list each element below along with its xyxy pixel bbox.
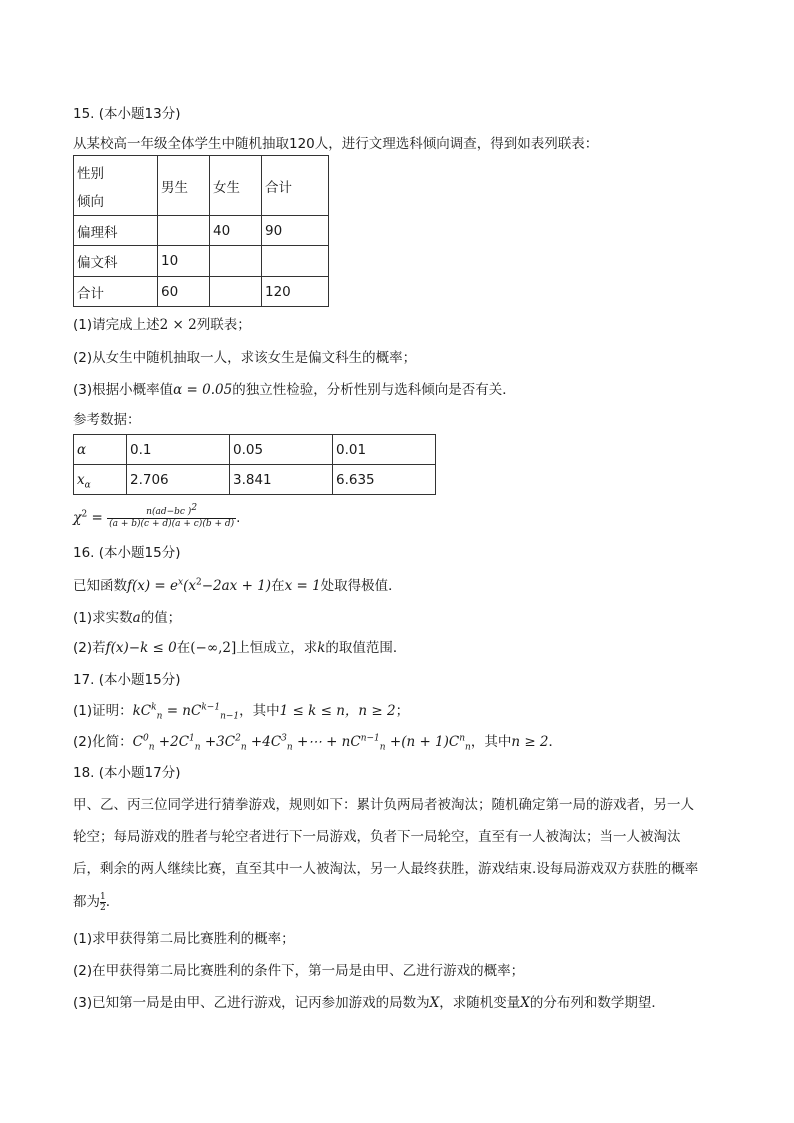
q16-math-f: f(x) = e <box>127 578 179 594</box>
ref-cell: 3.841 <box>230 465 333 495</box>
contingency-table <box>73 155 329 307</box>
ref-cell: 0.01 <box>333 435 436 465</box>
q16-math-rest: −2ax + 1) <box>201 578 272 594</box>
table-row <box>74 246 329 277</box>
q18-part3-text-b: ，求随机变量 <box>439 995 521 1011</box>
q17-part1-identity: $kC^k_n = nC^{k-1}_{n-1}$ <box>132 702 240 722</box>
q16-part2-interval: (−∞,2] <box>190 640 237 656</box>
q16-part2-math: f(x)−k ≤ 0 <box>105 640 177 656</box>
q15-part3 <box>73 380 516 400</box>
q17-part2 <box>73 732 562 752</box>
corner-top-label: 性别 <box>77 165 104 182</box>
ref-x-subscript: α <box>84 480 91 491</box>
reference-table <box>73 434 436 495</box>
q18-part3-X: X <box>429 995 440 1011</box>
q16-text-a: 已知函数 <box>73 578 127 594</box>
q15-part3-math: α = 0.05 <box>173 382 233 398</box>
ref-row-head-x-alpha <box>74 465 127 495</box>
q16-part2-text-a: (2)若 <box>73 640 106 656</box>
q17-part1-end: ； <box>395 703 410 719</box>
q18-para4-text-a: 都为 <box>73 894 100 910</box>
q16-header: 16. (本小题15分) <box>73 545 181 561</box>
col-header-male: 男生 <box>158 156 210 216</box>
q15-header: 15. (本小题13分) <box>73 106 181 122</box>
q18-para-line3: 后，剩余的两人继续比赛，直至其中一人被淘汰，另一人最终获胜，游戏结束.设每局游戏双方获胜的概率 <box>73 861 699 877</box>
ref-x-symbol: x <box>77 471 85 488</box>
cell-male: 60 <box>158 277 210 307</box>
q17-part2-end: ． <box>548 734 563 750</box>
cell-female <box>210 277 262 307</box>
q17-part1-text-c: ，其中 <box>239 703 280 719</box>
q16-part2 <box>73 638 406 658</box>
q18-para-line2: 轮空；每局游戏的胜者与轮空者进行下一局游戏，负者下一局轮空，直至有一人被淘汰；当一人被淘汰 <box>73 829 681 845</box>
chi-fraction: $\frac{n(ad-bc )^2}{(a + b)(c + d)(a + c)(b + d)}$ <box>109 502 235 529</box>
q17-part1-text-a: (1)证明： <box>73 703 133 719</box>
q18-part3-text-a: (3)已知第一局是由甲、乙进行游戏，记丙参加游戏的局数为 <box>73 995 430 1011</box>
cell-total: 90 <box>262 216 329 246</box>
q18-part2: (2)在甲获得第二局比赛胜利的条件下，第一局是由甲、乙进行游戏的概率； <box>73 963 525 979</box>
q16-text-b: 在 <box>271 578 285 594</box>
q17-part2-sum: $C^0_n +2C^1_n +3C^2_n +4C^3_n$ +⋯ + $nC^{n-1}_n +(n + 1)C^n_n$ <box>132 733 471 753</box>
q15-part3-text-b: 的独立性检验，分析性别与选科倾向是否有关． <box>232 382 516 398</box>
q16-part2-text-c: 上恒成立，求 <box>236 640 318 656</box>
cell-total: 120 <box>262 277 329 307</box>
q15-part3-text-a: (3)根据小概率值 <box>73 382 174 398</box>
q18-para-line1: 甲、乙、丙三位同学进行猜拳游戏，规则如下：累计负两局者被淘汰；随机确定第一局的游戏者，另一人 <box>73 797 694 813</box>
chi-square-formula: $\chi^2$ = $\frac{n(ad-bc )^2}{(a + b)(c + d)(a + c)(b + d)}$ . <box>73 502 241 529</box>
q16-part2-text-b: 在 <box>176 640 191 656</box>
q16-part2-k: k <box>317 640 326 656</box>
table-row <box>74 435 436 465</box>
chi-denominator: (a + b)(c + d)(a + c)(b + d) <box>109 518 235 529</box>
row-label: 偏理科 <box>74 216 158 246</box>
q15-part1-text-a: (1)请完成上述 <box>73 317 160 333</box>
q18-part1: (1)求甲获得第二局比赛胜利的概率； <box>73 931 295 947</box>
q16-text-c: 处取得极值． <box>320 578 402 594</box>
q17-header: 17. (本小题15分) <box>73 672 181 688</box>
q16-line1: 已知函数$f(x) = e^x(x^2-2ax + 1)$在x = 1处取得极值． <box>73 577 402 594</box>
cell-female: 40 <box>210 216 262 246</box>
q16-part2-text-d: 的取值范围． <box>325 640 407 656</box>
q18-half-den: 2 <box>100 902 106 913</box>
q15-part1-math: 2 × 2 <box>159 317 197 333</box>
q17-part2-text-c: ，其中 <box>470 734 512 750</box>
q16-part1 <box>73 608 181 628</box>
q17-part1 <box>73 701 409 721</box>
chi-symbol: χ <box>73 510 82 526</box>
cell-total <box>262 246 329 277</box>
q17-part2-text-a: (2)化简： <box>73 734 133 750</box>
row-label: 偏文科 <box>74 246 158 277</box>
table-corner-cell <box>74 156 158 216</box>
q18-para4-text-b: . <box>105 894 111 910</box>
q18-part3 <box>73 993 665 1013</box>
q18-half-num: 1 <box>100 891 106 902</box>
ref-row-head-alpha: α <box>74 435 127 465</box>
q16-part1-math: a <box>132 610 141 626</box>
q15-part1 <box>73 315 251 335</box>
q15-part2: (2)从女生中随机抽取一人，求该女生是偏文科生的概率； <box>73 350 417 366</box>
q17-part1-cond: 1 ≤ k ≤ n，n ≥ 2 <box>279 703 396 719</box>
col-header-female: 女生 <box>210 156 262 216</box>
corner-bottom-label: 倾向 <box>77 193 104 210</box>
q16-part1-text-b: 的值； <box>140 610 182 626</box>
row-label: 合计 <box>74 277 158 307</box>
q15-intro: 从某校高一年级全体学生中随机抽取120人，进行文理选科倾向调查，得到如表列联表： <box>73 136 599 152</box>
q16-math-x1: x = 1 <box>284 578 321 594</box>
cell-female <box>210 246 262 277</box>
reference-data-label: 参考数据： <box>73 412 141 428</box>
q17-part2-cond: n ≥ 2 <box>511 734 549 750</box>
cell-male: 10 <box>158 246 210 277</box>
q18-part3-X2: X <box>520 995 530 1011</box>
table-row <box>74 216 329 246</box>
q16-math-x: (x <box>183 578 196 594</box>
q15-part1-text-b: 列联表； <box>196 317 251 333</box>
ref-cell: 0.05 <box>230 435 333 465</box>
table-row <box>74 465 436 495</box>
ref-cell: 0.1 <box>127 435 230 465</box>
col-header-total: 合计 <box>262 156 329 216</box>
q18-part3-text-c: 的分布列和数学期望． <box>529 995 665 1011</box>
q16-part1-text-a: (1)求实数 <box>73 610 133 626</box>
q18-header: 18. (本小题17分) <box>73 765 181 781</box>
ref-cell: 6.635 <box>333 465 436 495</box>
table-row <box>74 277 329 307</box>
ref-cell: 2.706 <box>127 465 230 495</box>
chi-numerator: n(ad−bc ) <box>146 506 192 517</box>
q18-para-line4 <box>73 890 110 914</box>
cell-male <box>158 216 210 246</box>
